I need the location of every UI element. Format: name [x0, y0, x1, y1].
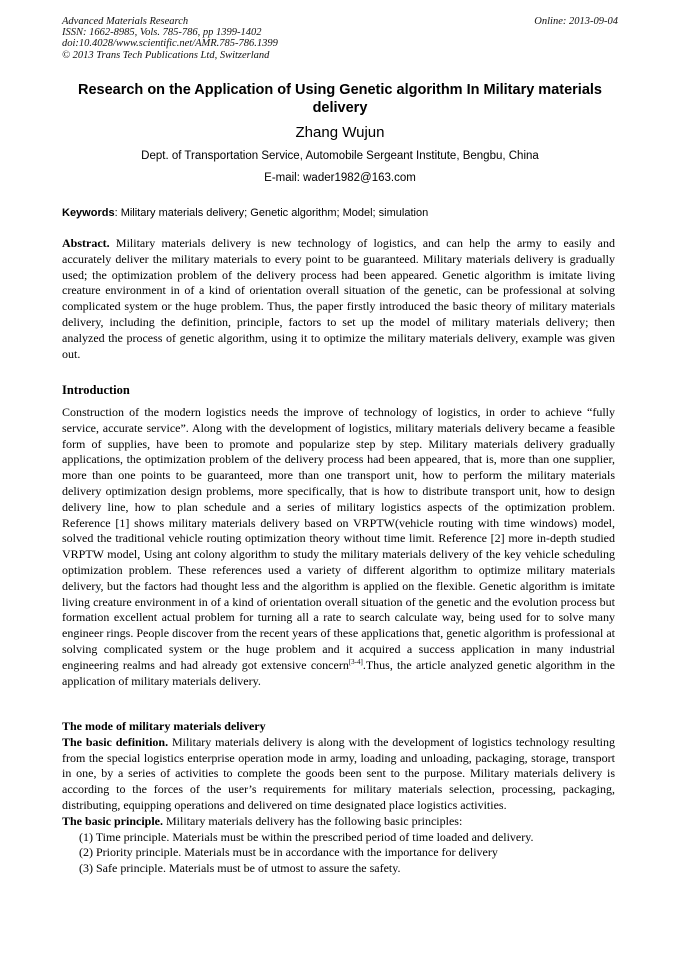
online-date: Online: 2013-09-04	[534, 16, 618, 27]
introduction-text-end: .Thus, the article analyzed genetic algorithm in the application of military materials delivery.	[62, 657, 616, 688]
mode-section	[62, 719, 615, 877]
journal-copyright: © 2013 Trans Tech Publications Ltd, Switzerland	[62, 49, 270, 61]
journal-issn: ISSN: 1662-8985, Vols. 785-786, pp 1399-1402	[62, 27, 262, 39]
definition-label: The basic definition.	[62, 734, 169, 749]
journal-doi: doi:10.4028/www.scientific.net/AMR.785-786.1399	[62, 38, 278, 50]
principle-text: Military materials delivery has the following basic principles:	[163, 813, 463, 828]
principle-item: (1) Time principle. Materials must be within the prescribed period of time loaded and delivery.	[79, 829, 534, 844]
principle-item: (3) Safe principle. Materials must be of utmost to assure the safety.	[79, 861, 401, 876]
keywords-label: Keywords	[62, 207, 115, 219]
journal-name: Advanced Materials Research	[62, 16, 189, 27]
introduction-heading: Introduction	[62, 383, 130, 397]
citation: [3-4]	[348, 657, 363, 666]
principle-paragraph	[62, 814, 615, 830]
principle-item: (2) Priority principle. Materials must be in accordance with the importance for delivery	[79, 845, 498, 860]
keywords-text: : Military materials delivery; Genetic algorithm; Model; simulation	[114, 207, 429, 219]
definition-text: Military materials delivery is along with the development of logistics technology resulting from the special logistics enterprise operation mode in army, loading and unloading, packaging, storage, transport in one, by a series of activities to complete the goods been sent to the purpose. Military materials delivery is according to the forces of the user’s requirements for military materials selection, processing, packaging, distributing, equipping operations and delivered on time designated place logistics activities.	[62, 734, 615, 812]
author-name: Zhang Wujun	[295, 124, 385, 141]
abstract-label: Abstract.	[62, 236, 110, 250]
author-email: E-mail: wader1982@163.com	[264, 172, 416, 184]
abstract-text: Military materials delivery is new technology of logistics, and can help the army to easily and accurately deliver the military materials to every point to be guaranteed. Military materials delivery is gradually used; the optimization problem of the delivery process had been appeared. Genetic algorithm is imitate living creature environment in of a kind of orientation overall situation of the genetic, can be professional at solving complicated system or the huge problem. Thus, the paper firstly introduced the basic theory of military materials delivery, including the definition, principle, factors to set up the model of military materials delivery; then analyzed the process of genetic algorithm, using it to optimize the military materials delivery, example was given out.	[62, 236, 615, 361]
principle-label: The basic principle.	[62, 813, 164, 828]
abstract	[62, 236, 615, 362]
journal-header	[62, 16, 618, 61]
author-affiliation: Dept. of Transportation Service, Automobile Sergeant Institute, Bengbu, China	[141, 150, 539, 162]
mode-section-heading: The mode of military materials delivery	[62, 719, 266, 733]
introduction-paragraph	[62, 405, 615, 689]
definition-paragraph	[62, 735, 615, 814]
introduction-text: Construction of the modern logistics needs the improve of technology of logistics, in order to achieve “fully service, accurate service”. Along with the development of logistics, military materials delivery became a feasible form of supplies, have been to promote and popularize step by step. Military materials delivery gradually applications, the optimization problem of the delivery process had been appeared, that is, more than one supplier, more than one points to be guaranteed, more than one transport unit, how to perform the military materials delivery optimization design problems, more specifically, that is how to distribute transport unit, how to design delivery line, how to plan schedule and a series of military logistics aspects of the optimization problem. Reference [1] shows military materials delivery based on VRPTW(vehicle routing with time windows) model, solved the traditional vehicle routing optimization theory without time limit. Reference [2] more in-depth studied VRPTW model, Using ant colony algorithm to study the military materials delivery of the key vehicle scheduling optimization problem. These references used a variety of different algorithm to optimize military materials delivery, but the factors had thought less and the algorithm is applied on the flexible. Genetic algorithm is imitate living creature environment in of a kind of orientation overall situation of the genetic and the evolution process but formation excellent actual problem for turning all a rate to search calculate way, being used for to solve many engineer rings. People discover from the recent years of these applications that, genetic algorithm is professional at solving complicated system or the huge problem and it acquired a success application in many industrial engineering realms and had already got extensive concern	[62, 405, 615, 672]
keywords	[62, 206, 618, 221]
paper-title: Research on the Application of Using Genetic algorithm In Military materials delivery	[78, 82, 602, 116]
